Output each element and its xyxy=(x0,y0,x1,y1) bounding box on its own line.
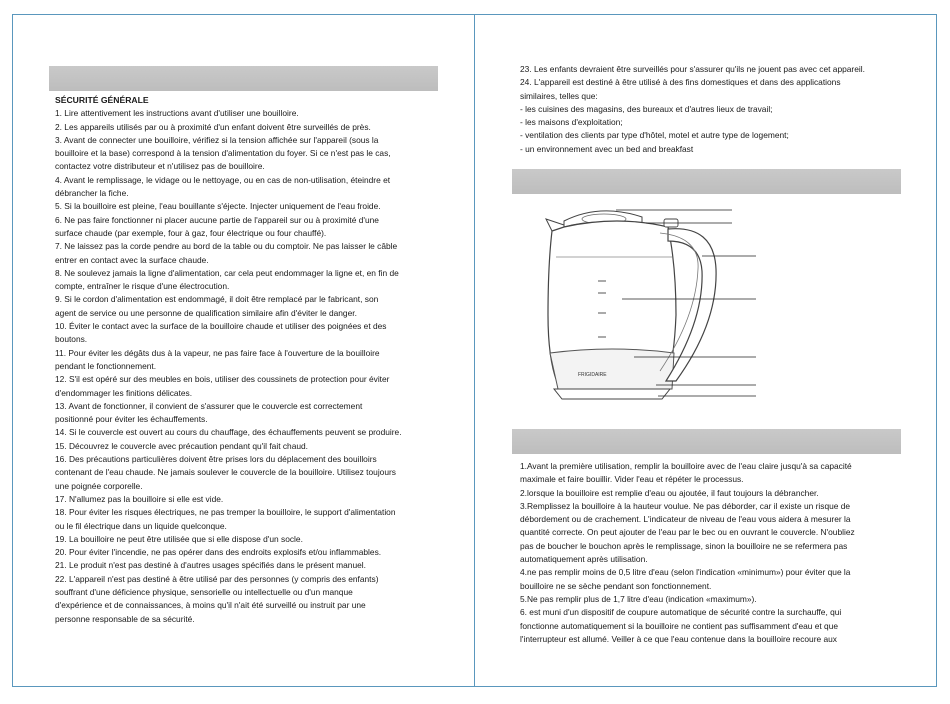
text-line: - ventilation des clients par type d'hôtel, motel et autre type de logement; xyxy=(520,130,789,141)
text-line: 4.ne pas remplir moins de 0,5 litre d'eau (selon l'indication «minimum») pour éviter que la xyxy=(520,567,851,578)
text-line: pas de boucher le bouchon après le remplissage, sinon la bouilloire ne se refermera pas xyxy=(520,540,848,551)
text-line: 24. L'appareil est destiné à être utilisé à des fins domestiques et dans des applications xyxy=(520,77,841,88)
text-line: 8. Ne soulevez jamais la ligne d'alimentation, car cela peut endommager la ligne et, en fin de xyxy=(55,267,399,278)
text-line: 13. Avant de fonctionner, il convient de s'assurer que le couvercle est correctement xyxy=(55,400,363,411)
text-line: d'expérience et de connaissances, à moins qu'il n'ait été surveillé ou instruit par une xyxy=(55,600,366,611)
text-line: 2. Les appareils utilisés par ou à proximité d'un enfant doivent être surveillés de près. xyxy=(55,121,371,132)
kettle-illustration xyxy=(538,205,768,410)
text-line: personne responsable de sa sécurité. xyxy=(55,613,195,624)
text-line: quantité correcte. On peut ajouter de l'eau par le bec ou en ouvrant le couvercle. N'oubliez xyxy=(520,527,855,538)
text-line: 1. Lire attentivement les instructions avant d'utiliser une bouilloire. xyxy=(55,108,299,119)
text-line: 12. S'il est opéré sur des meubles en bois, utiliser des coussinets de protection pour éviter xyxy=(55,374,390,385)
text-line: 5. Si la bouilloire est pleine, l'eau bouillante s'éjecte. Injecter uniquement de l'eau froide. xyxy=(55,201,381,212)
text-line: automatiquement après utilisation. xyxy=(520,554,648,565)
text-line: maximale et faire bouillir. Vider l'eau et répéter le processus. xyxy=(520,474,744,485)
text-line: 23. Les enfants devraient être surveillés pour s'assurer qu'ils ne jouent pas avec cet appareil. xyxy=(520,64,865,74)
text-line: 11. Pour éviter les dégâts dus à la vapeur, ne pas faire face à l'ouverture de la bouilloire xyxy=(55,347,380,358)
text-line: agent de service ou une personne de qualification similaire afin d'éviter le danger. xyxy=(55,307,357,318)
left-section-header-bar xyxy=(49,66,438,91)
text-line: - les cuisines des magasins, des bureaux et d'autres lieux de travail; xyxy=(520,103,773,114)
text-line: 10. Éviter le contact avec la surface de la bouilloire chaude et utiliser des poignées et des xyxy=(55,321,387,332)
text-line: positionné pour éviter les échauffements. xyxy=(55,414,208,425)
text-line: une poignée corporelle. xyxy=(55,480,143,491)
text-line: 15. Découvrez le couvercle avec précaution pendant qu'il fait chaud. xyxy=(55,440,309,451)
text-line: 21. Le produit n'est pas destiné à d'autres usages spécifiés dans le présent manuel. xyxy=(55,560,366,571)
text-line: compte, entraîner le risque d'une électrocution. xyxy=(55,281,230,292)
text-line: 4. Avant le remplissage, le vidage ou le nettoyage, ou en cas de non-utilisation, éteindre et xyxy=(55,174,391,185)
text-line: d'endommager les finitions délicates. xyxy=(55,387,193,398)
safety-continued-section xyxy=(520,63,920,156)
general-safety-section xyxy=(55,94,450,626)
text-line: - un environnement avec un bed and breakfast xyxy=(520,143,694,154)
text-line: 14. Si le couvercle est ouvert au cours du chauffage, des échauffements peuvent se produire. xyxy=(55,427,402,438)
text-line: 20. Pour éviter l'incendie, ne pas opérer dans des endroits explosifs et/ou inflammables. xyxy=(55,547,382,558)
text-line: 7. Ne laissez pas la corde pendre au bord de la table ou du comptoir. Ne pas laisser le câble xyxy=(55,241,398,252)
text-line: 6. Ne pas faire fonctionner ni placer aucune partie de l'appareil sur ou à proximité d'une xyxy=(55,214,379,225)
text-line: 2.lorsque la bouilloire est remplie d'eau ou ajoutée, il faut toujours la débrancher. xyxy=(520,487,819,498)
text-line: contactez votre distributeur et n'utilisez pas de bouilloire. xyxy=(55,161,265,172)
text-line: 19. La bouilloire ne peut être utilisée que si elle dispose d'un socle. xyxy=(55,533,303,544)
parts-section-header-bar xyxy=(512,169,901,194)
text-line: 22. L'appareil n'est pas destiné à être utilisé par des personnes (y compris des enfants) xyxy=(55,573,379,584)
text-line: ou le fil électrique dans un liquide quelconque. xyxy=(55,520,227,531)
text-line: 16. Des précautions particulières doivent être prises lors du déplacement des bouilloirs xyxy=(55,454,377,465)
text-line: 17. N'allumez pas la bouilloire si elle est vide. xyxy=(55,493,224,504)
kettle-diagram xyxy=(538,205,768,410)
power-base-shape xyxy=(554,389,670,399)
text-line: débrancher la fiche. xyxy=(55,188,129,199)
text-line: surface chaude (par exemple, four à gaz, four électrique ou four chauffé). xyxy=(55,227,327,238)
first-use-section xyxy=(520,460,920,646)
text-line: fonctionne automatiquement si la bouilloire ne contient pas suffisamment d'eau et que xyxy=(520,620,839,631)
text-line: boutons. xyxy=(55,334,88,345)
section-heading: SÉCURITÉ GÉNÉRALE xyxy=(55,95,149,105)
text-line: 1.Avant la première utilisation, remplir la bouilloire avec de l'eau claire jusqu'à sa capacité xyxy=(520,461,852,471)
text-line: 9. Si le cordon d'alimentation est endommagé, il doit être remplacé par le fabricant, son xyxy=(55,294,379,305)
text-line: 3. Avant de connecter une bouilloire, vérifiez si la tension affichée sur l'appareil (sous la xyxy=(55,134,379,145)
text-line: similaires, telles que: xyxy=(520,90,598,101)
text-line: contenant de l'eau chaude. Ne jamais soulever le couvercle de la bouilloire. Utilisez toujours xyxy=(55,467,396,478)
text-line: souffrant d'une déficience physique, sensorielle ou intellectuelle ou d'un manque xyxy=(55,586,353,597)
text-line: débordement ou de crachement. L'indicateur de niveau de l'eau vous aidera à mesurer la xyxy=(520,514,851,525)
text-line: - les maisons d'exploitation; xyxy=(520,117,623,128)
kettle-base-band xyxy=(550,349,674,389)
text-line: 18. Pour éviter les risques électriques, ne pas tremper la bouilloire, le support d'alimentation xyxy=(55,507,396,518)
text-line: 3.Remplissez la bouilloire à la hauteur voulue. Ne pas déborder, car il existe un risque de xyxy=(520,500,851,511)
usage-section-header-bar xyxy=(512,429,901,454)
text-line: 5.Ne pas remplir plus de 1,7 litre d'eau (indication «maximum»). xyxy=(520,593,757,604)
brand-label: FRIGIDAIRE xyxy=(578,372,607,378)
text-line: pendant le fonctionnement. xyxy=(55,360,157,371)
text-line: bouilloire ne se sèche pendant son fonctionnement. xyxy=(520,580,712,591)
text-line: bouilloire et la base) correspond à la tension d'alimentation du foyer. Si ce n'est pas le cas, xyxy=(55,148,391,159)
text-line: entrer en contact avec la surface chaude. xyxy=(55,254,209,265)
text-line: 6. est muni d'un dispositif de coupure automatique de sécurité contre la surchauffe, qui xyxy=(520,607,842,618)
text-line: l'interrupteur est allumé. Veiller à ce que l'eau contenue dans la bouilloire recoure aux xyxy=(520,633,837,644)
